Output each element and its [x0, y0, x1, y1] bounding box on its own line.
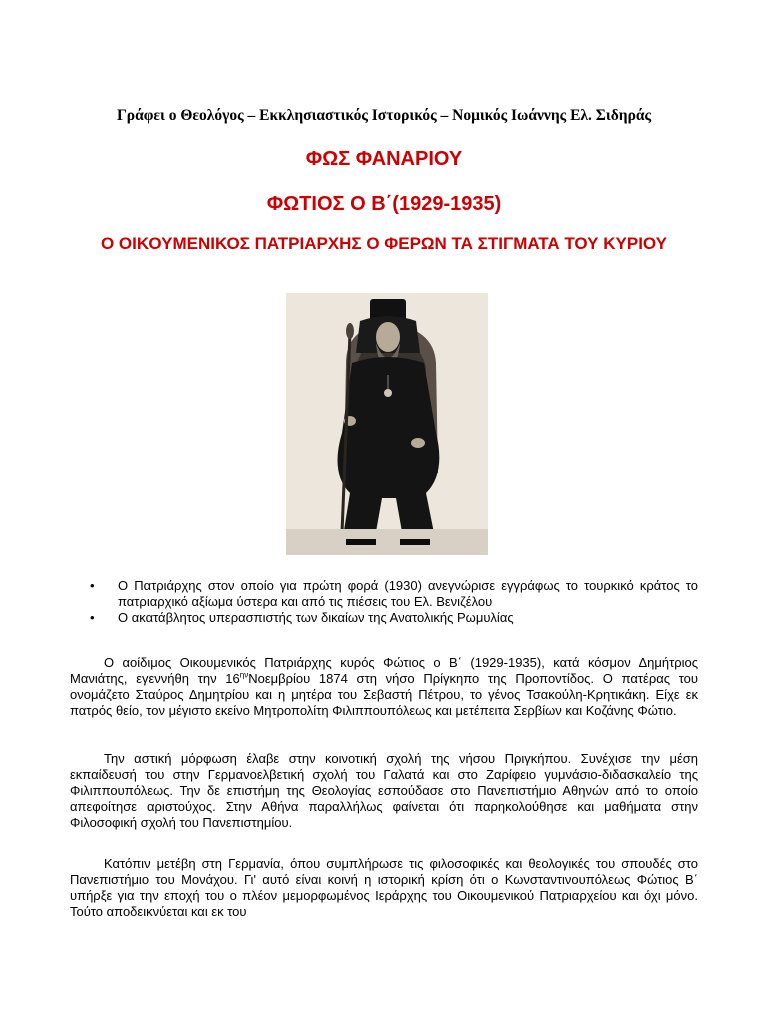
- list-item: • Ο Πατριάρχης στον οποίο για πρώτη φορά (1930) ανεγνώρισε εγγράφως το τουρκικό κράτος το πατριαρχικό αξίωμα ύστερα και από τις πιέσεις του Ελ. Βενιζέλου: [90, 578, 698, 610]
- subtitle-name-years: ΦΩΤΙΟΣ Ο Β΄(1929-1935): [266, 193, 502, 215]
- highlights-list: [90, 578, 698, 626]
- list-item: • Ο ακατάβλητος υπερασπιστής των δικαίων της Ανατολικής Ρωμυλίας: [90, 610, 698, 626]
- ordinal-suffix: ην: [239, 670, 249, 680]
- main-title: ΦΩΣ ΦΑΝΑΡΙΟΥ: [305, 148, 463, 170]
- patriarch-portrait-photo: [286, 293, 488, 555]
- subtitle-description: Ο ΟΙΚΟΥΜΕΝΙΚΟΣ ΠΑΤΡΙΑΡΧΗΣ Ο ΦΕΡΩΝ ΤΑ ΣΤΙΓΜΑΤΑ ΤΟΥ ΚΥΡΙΟΥ: [100, 234, 668, 253]
- paragraph-text: Ο αοίδιμος Οικουμενικός Πατριάρχης κυρός Φώτιος ο Β΄ (1929-1935), κατά κόσμον Δημήτριος Μανιάτης, εγεννήθη την 16: [70, 655, 698, 686]
- paragraph-education: Την αστική μόρφωση έλαβε στην κοινοτική σχολή της νήσου Πριγκήπου. Συνέχισε την μέση εκπαίδευσή του στην Γερμανοελβετική σχολή του Γαλατά και στο Ζαρίφειο γυμνάσιο-διδασκαλείο της Φιλιππουπόλεως. Την δε επιστήμη της Θεολογίας εσπούδασε στο Πανεπιστήμιο Αθηνών από το οποίο απεφοίτησε αριστούχος. Στην Αθήνα παραλλήλως φαίνεται ότι παρηκολούθησε και μαθήματα στην Φιλοσοφική σχολή του Πανεπιστημίου.: [70, 751, 698, 830]
- author-byline: Γράφει ο Θεολόγος – Εκκλησιαστικός Ιστορικός – Νομικός Ιωάννης Ελ. Σιδηράς: [116, 107, 652, 124]
- paragraph-germany-studies: Κατόπιν μετέβη στη Γερμανία, όπου συμπλήρωσε τις φιλοσοφικές και θεολογικές του σπουδές στο Πανεπιστήμιο του Μονάχου. Γι' αυτό είναι κοινή η ιστορική κρίση ότι ο Κωνσταντινουπόλεως Φώτιος Β΄ υπήρξε για την εποχή του ο πλέον μεμορφωμένος Ιεράρχης του Οικουμενικού Πατριαρχείου και όχι μόνο. Τούτο αποδεικνύεται και εκ του: [70, 856, 698, 919]
- portrait-illustration: [286, 293, 488, 555]
- paragraph-biography-birth: [70, 655, 698, 719]
- paragraph-text: Νοεμβρίου 1874 στη νήσο Πρίγκηπο της Προποντίδος. Ο πατέρας του ονομάζετο Σταύρος Δημητρίου και η μητέρα του Σεβαστή Πέτρου, το γένος Τσακούλη-Κρητικάκη. Είχε εκ πατρός θείο, τον μέγιστο εκείνο Μητροπολίτη Φιλιππουπόλεως και μετέπειτα Σερβίων και Κοζάνης Φώτιο.: [70, 671, 698, 718]
